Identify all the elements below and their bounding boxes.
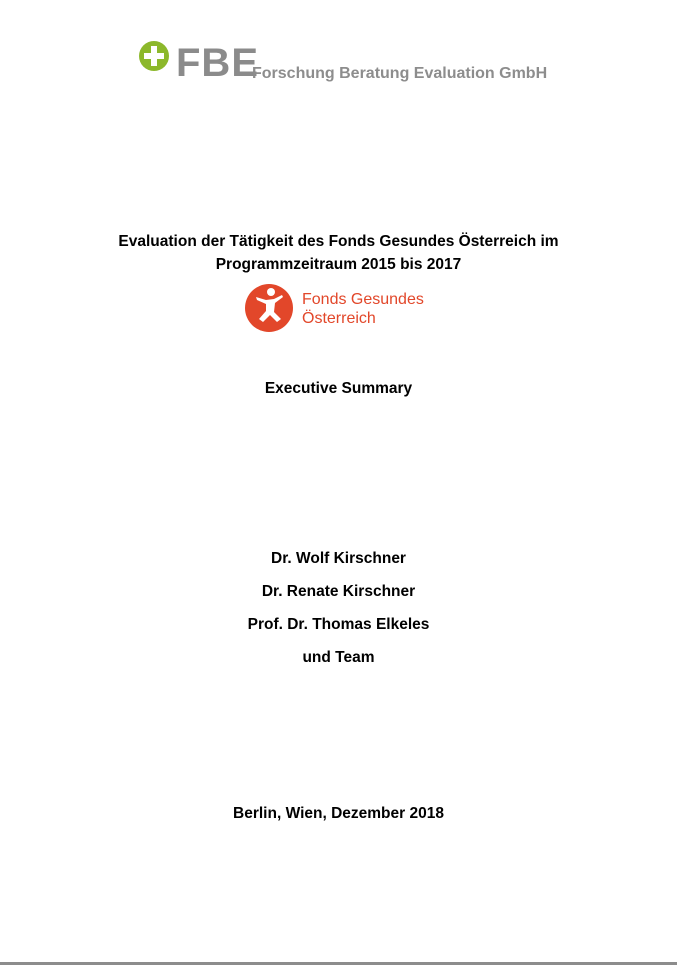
fgoe-name-line-1: Fonds Gesundes <box>302 291 424 308</box>
brand-full-name: Forschung Beratung Evaluation GmbH <box>252 65 548 82</box>
report-title <box>0 230 677 276</box>
brand-short: FBE <box>176 41 259 85</box>
fgoe-name <box>302 290 424 328</box>
author-list <box>0 542 677 674</box>
document-subtitle: Executive Summary <box>264 380 413 397</box>
plus-circle-icon <box>138 40 170 72</box>
fbe-logo <box>138 40 558 86</box>
place-and-date: Berlin, Wien, Dezember 2018 <box>233 805 444 822</box>
author-name: Dr. Wolf Kirschner <box>271 550 406 567</box>
report-title-line-1: Evaluation der Tätigkeit des Fonds Gesundes Österreich im <box>118 233 559 250</box>
fgoe-name-line-2: Österreich <box>302 310 376 327</box>
author-name: und Team <box>302 649 375 666</box>
author-name: Dr. Renate Kirschner <box>261 583 416 600</box>
fgoe-logo <box>244 283 444 335</box>
report-title-line-2: Programmzeitraum 2015 bis 2017 <box>215 256 462 273</box>
author-name: Prof. Dr. Thomas Elkeles <box>247 616 430 633</box>
jumping-figure-icon <box>244 283 294 333</box>
